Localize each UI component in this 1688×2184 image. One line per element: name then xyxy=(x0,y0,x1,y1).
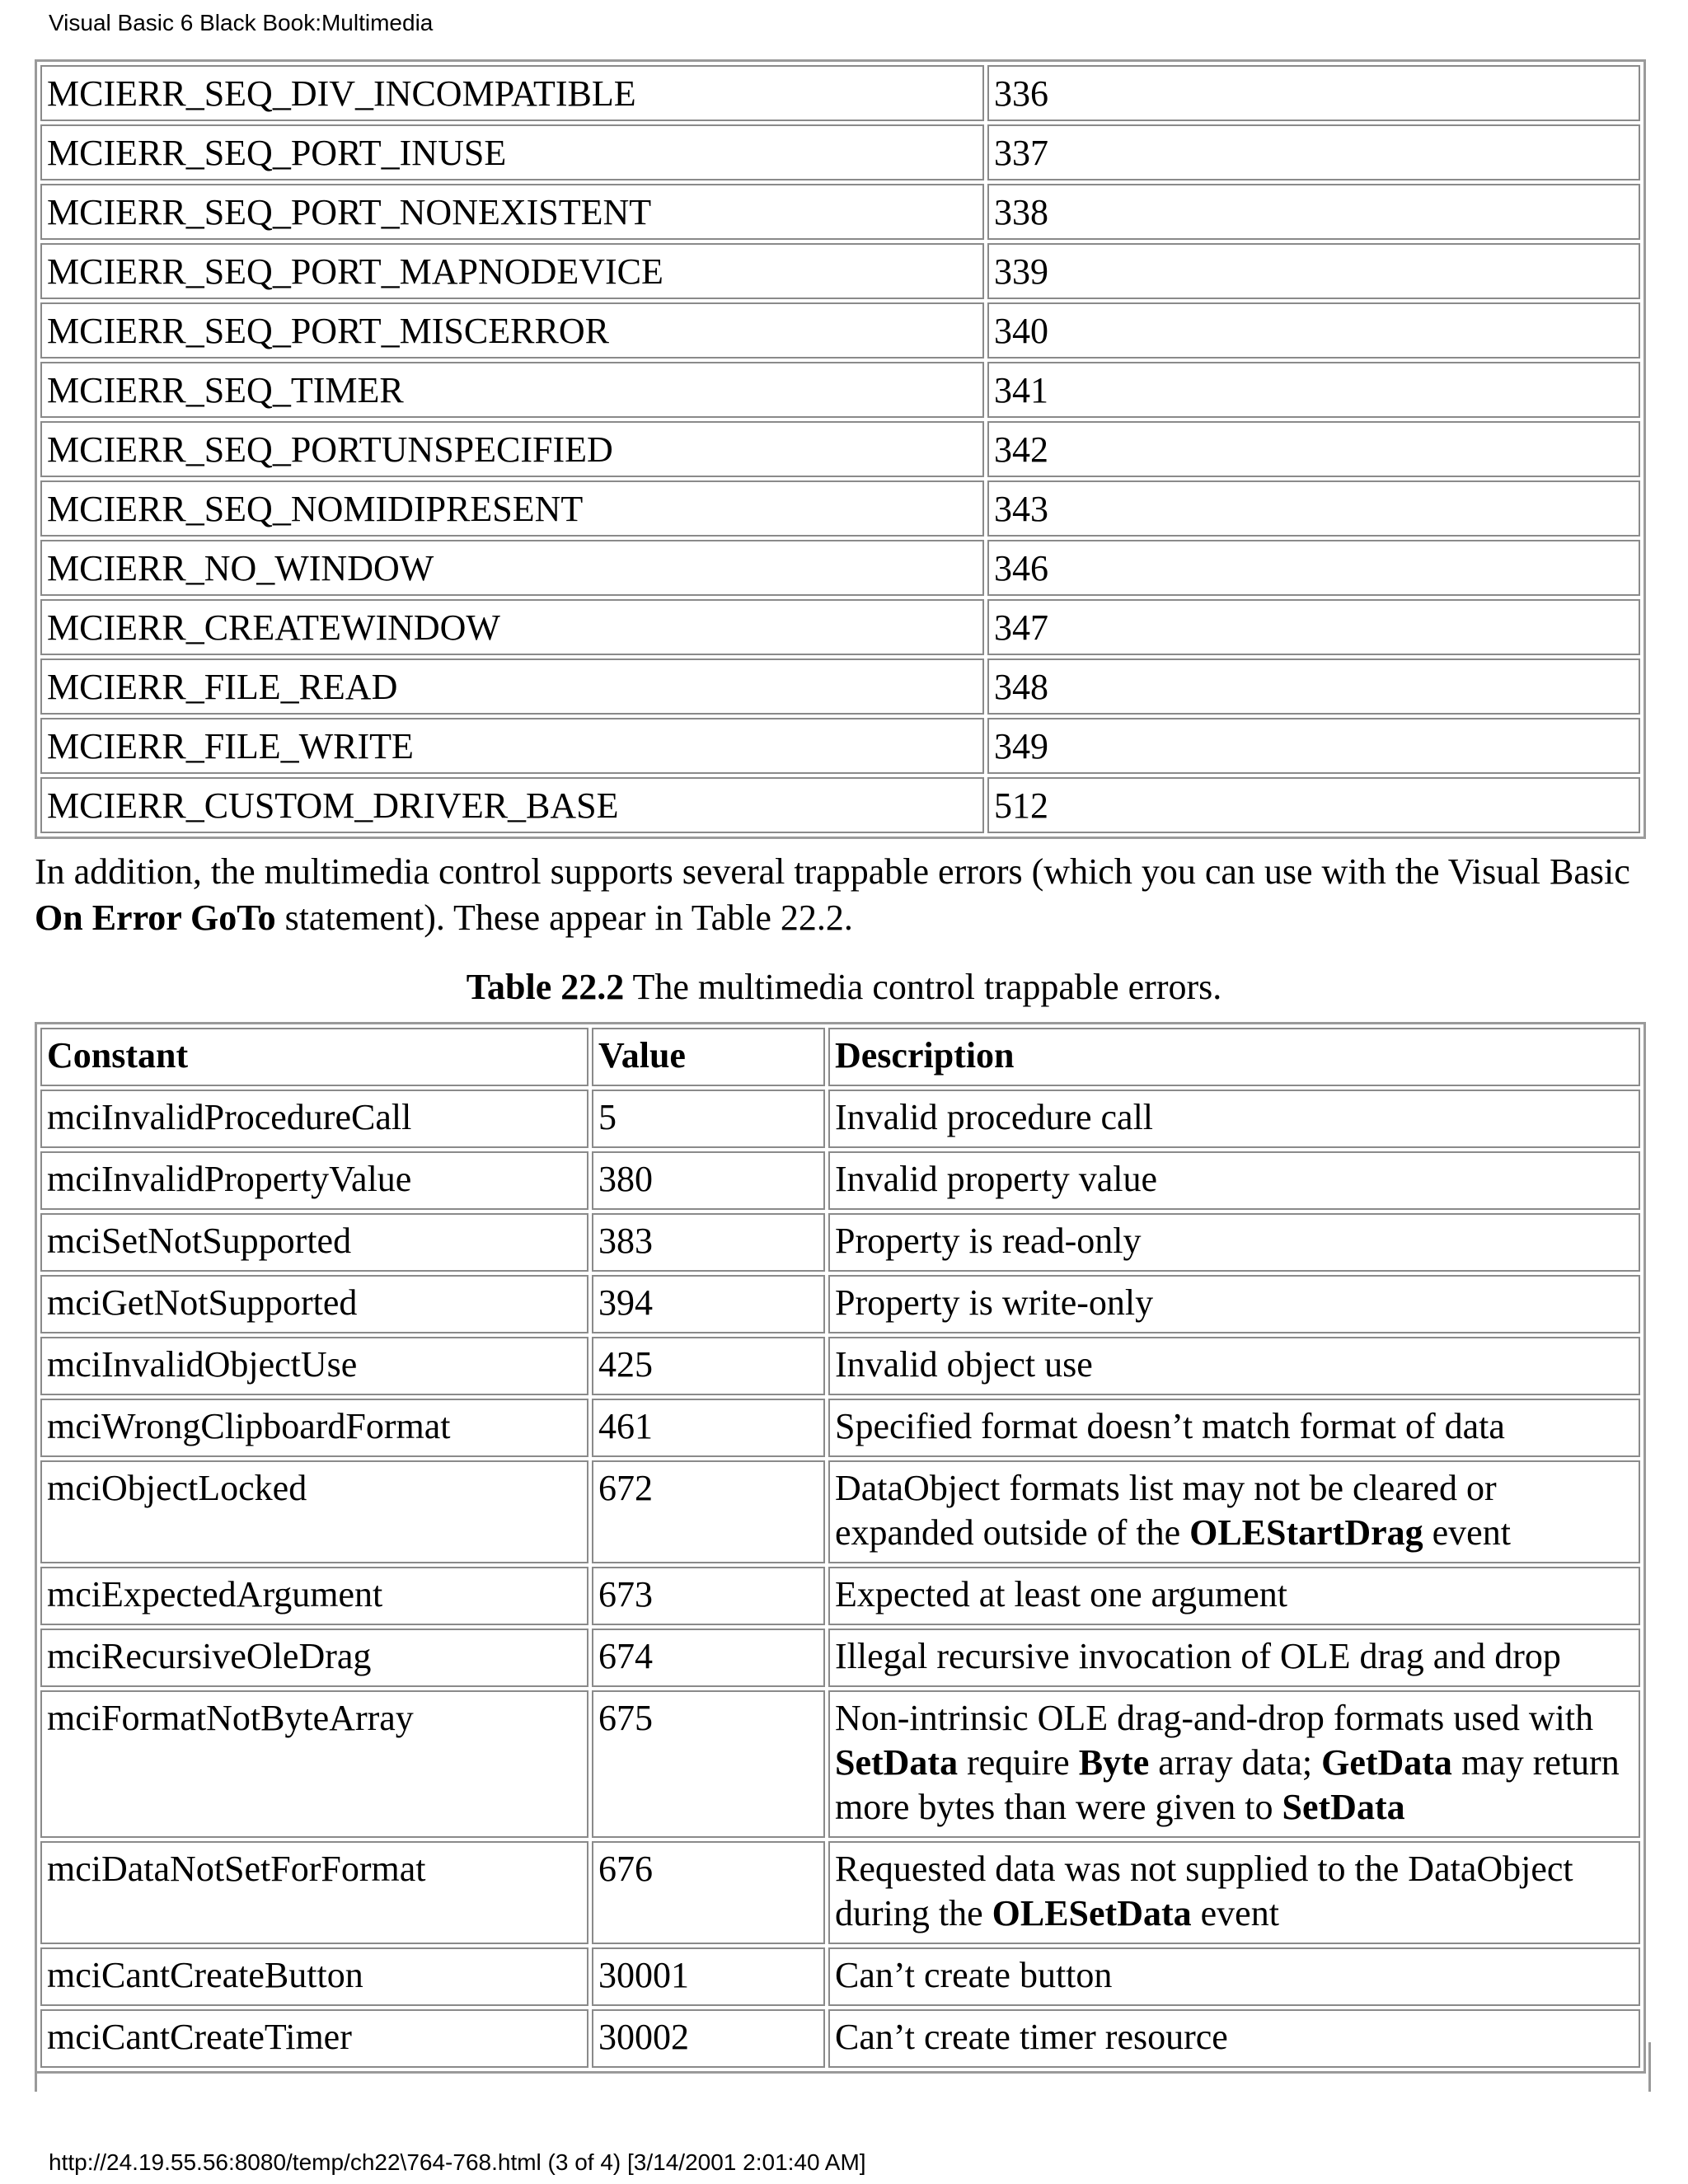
header-value xyxy=(592,1028,825,1086)
constant-cell: mciInvalidObjectUse xyxy=(40,1337,588,1395)
header-constant xyxy=(40,1028,588,1086)
table-row xyxy=(40,718,1640,774)
header-description-text: Description xyxy=(835,1035,1015,1076)
description-cell xyxy=(828,1460,1640,1563)
value-cell: 349 xyxy=(987,718,1640,774)
value-cell: 383 xyxy=(592,1213,825,1272)
value-cell: 340 xyxy=(987,302,1640,359)
description-text: array data; xyxy=(1149,1742,1322,1783)
description-cell: Property is read-only xyxy=(828,1213,1640,1272)
value-cell: 341 xyxy=(987,362,1640,418)
table-frame-continuation xyxy=(35,2042,1651,2092)
description-text: DataObject formats list may not be cleared or expanded outside of the xyxy=(835,1468,1497,1553)
constant-cell: MCIERR_FILE_WRITE xyxy=(40,718,984,774)
table-row xyxy=(40,1213,1640,1272)
value-cell: 5 xyxy=(592,1090,825,1148)
constant-cell: mciInvalidPropertyValue xyxy=(40,1151,588,1210)
description-text: require xyxy=(958,1742,1079,1783)
constant-cell: MCIERR_SEQ_PORT_MAPNODEVICE xyxy=(40,243,984,299)
table-row xyxy=(40,184,1640,240)
value-cell: 343 xyxy=(987,480,1640,537)
description-cell: Expected at least one argument xyxy=(828,1567,1640,1625)
description-cell: Can’t create timer resource xyxy=(828,2009,1640,2068)
page-header: Visual Basic 6 Black Book:Multimedia xyxy=(49,10,434,35)
description-bold-text: SetData xyxy=(1282,1787,1405,1827)
constant-cell: mciCantCreateTimer xyxy=(40,2009,588,2068)
table-caption xyxy=(0,964,1688,1010)
description-bold-text: SetData xyxy=(835,1742,959,1783)
description-bold-text: OLESetData xyxy=(992,1893,1192,1933)
description-cell xyxy=(828,1841,1640,1944)
paragraph-bold-text: On Error GoTo xyxy=(35,898,276,938)
table-caption-label: Table 22.2 xyxy=(466,967,625,1007)
table-row xyxy=(40,1567,1640,1625)
description-bold-text: GetData xyxy=(1321,1742,1452,1783)
description-text: event xyxy=(1423,1512,1511,1553)
constant-cell: MCIERR_CREATEWINDOW xyxy=(40,599,984,655)
value-cell: 674 xyxy=(592,1629,825,1687)
table-row xyxy=(40,777,1640,833)
constant-cell: MCIERR_SEQ_PORT_MISCERROR xyxy=(40,302,984,359)
paragraph-text: statement). These appear in Table 22.2. xyxy=(275,898,853,938)
table-row xyxy=(40,124,1640,180)
trappable-errors-table xyxy=(35,1022,1646,2074)
table-caption-text: The multimedia control trappable errors. xyxy=(624,967,1222,1007)
value-cell: 425 xyxy=(592,1337,825,1395)
value-cell: 348 xyxy=(987,658,1640,715)
table-header-row xyxy=(40,1028,1640,1086)
value-cell: 30001 xyxy=(592,1947,825,2006)
value-cell: 672 xyxy=(592,1460,825,1563)
constant-cell: mciGetNotSupported xyxy=(40,1275,588,1333)
constant-cell: mciExpectedArgument xyxy=(40,1567,588,1625)
description-text: Requested data was not supplied to the DataObject during the xyxy=(835,1849,1573,1933)
table-row xyxy=(40,65,1640,121)
value-cell: 675 xyxy=(592,1690,825,1838)
table-row xyxy=(40,1337,1640,1395)
constant-cell: MCIERR_NO_WINDOW xyxy=(40,540,984,596)
description-cell: Invalid procedure call xyxy=(828,1090,1640,1148)
constant-cell: mciInvalidProcedureCall xyxy=(40,1090,588,1148)
description-cell: Specified format doesn’t match format of data xyxy=(828,1399,1640,1457)
description-text: event xyxy=(1191,1893,1279,1933)
table-row xyxy=(40,658,1640,715)
description-cell xyxy=(828,1690,1640,1838)
constant-cell: mciDataNotSetForFormat xyxy=(40,1841,588,1944)
table-row xyxy=(40,1275,1640,1333)
table-row xyxy=(40,1841,1640,1944)
constant-cell: MCIERR_SEQ_PORTUNSPECIFIED xyxy=(40,421,984,477)
description-cell: Illegal recursive invocation of OLE drag and drop xyxy=(828,1629,1640,1687)
constant-cell: MCIERR_SEQ_PORT_NONEXISTENT xyxy=(40,184,984,240)
body-paragraph xyxy=(35,849,1650,941)
constant-cell: mciRecursiveOleDrag xyxy=(40,1629,588,1687)
value-cell: 337 xyxy=(987,124,1640,180)
table-row xyxy=(40,1151,1640,1210)
paragraph-text: In addition, the multimedia control supports several trappable errors (which you can use with the Visual Basic xyxy=(35,851,1630,892)
value-cell: 30002 xyxy=(592,2009,825,2068)
table-row xyxy=(40,1399,1640,1457)
description-cell: Property is write-only xyxy=(828,1275,1640,1333)
description-cell: Can’t create button xyxy=(828,1947,1640,2006)
constant-cell: MCIERR_SEQ_DIV_INCOMPATIBLE xyxy=(40,65,984,121)
value-cell: 380 xyxy=(592,1151,825,1210)
value-cell: 676 xyxy=(592,1841,825,1944)
value-cell: 336 xyxy=(987,65,1640,121)
value-cell: 347 xyxy=(987,599,1640,655)
value-cell: 339 xyxy=(987,243,1640,299)
table-row xyxy=(40,599,1640,655)
header-constant-text: Constant xyxy=(47,1035,189,1076)
table-row xyxy=(40,1460,1640,1563)
value-cell: 342 xyxy=(987,421,1640,477)
constant-cell: mciObjectLocked xyxy=(40,1460,588,1563)
constant-cell: mciFormatNotByteArray xyxy=(40,1690,588,1838)
value-cell: 346 xyxy=(987,540,1640,596)
header-value-text: Value xyxy=(598,1035,686,1076)
table-row xyxy=(40,302,1640,359)
constant-cell: mciWrongClipboardFormat xyxy=(40,1399,588,1457)
table-row xyxy=(40,421,1640,477)
table-row xyxy=(40,1947,1640,2006)
description-cell: Invalid property value xyxy=(828,1151,1640,1210)
table-row xyxy=(40,243,1640,299)
table-row xyxy=(40,1090,1640,1148)
value-cell: 673 xyxy=(592,1567,825,1625)
constant-cell: mciCantCreateButton xyxy=(40,1947,588,2006)
description-bold-text: Byte xyxy=(1078,1742,1150,1783)
constant-cell: MCIERR_SEQ_PORT_INUSE xyxy=(40,124,984,180)
table-row xyxy=(40,1629,1640,1687)
description-text: may return more bytes than were given to xyxy=(835,1742,1620,1827)
constant-cell: MCIERR_CUSTOM_DRIVER_BASE xyxy=(40,777,984,833)
value-cell: 461 xyxy=(592,1399,825,1457)
constant-cell: MCIERR_FILE_READ xyxy=(40,658,984,715)
table-row xyxy=(40,540,1640,596)
header-description xyxy=(828,1028,1640,1086)
value-cell: 338 xyxy=(987,184,1640,240)
constant-cell: MCIERR_SEQ_TIMER xyxy=(40,362,984,418)
constant-cell: MCIERR_SEQ_NOMIDIPRESENT xyxy=(40,480,984,537)
page-footer: http://24.19.55.56:8080/temp/ch22\764-768.html (3 of 4) [3/14/2001 2:01:40 AM] xyxy=(49,2149,866,2175)
description-bold-text: OLEStartDrag xyxy=(1189,1512,1423,1553)
table-row xyxy=(40,1690,1640,1838)
error-code-table xyxy=(35,59,1646,839)
description-cell: Invalid object use xyxy=(828,1337,1640,1395)
table-row xyxy=(40,362,1640,418)
value-cell: 512 xyxy=(987,777,1640,833)
constant-cell: mciSetNotSupported xyxy=(40,1213,588,1272)
description-text: Non-intrinsic OLE drag-and-drop formats used with xyxy=(835,1698,1594,1738)
value-cell: 394 xyxy=(592,1275,825,1333)
table-row xyxy=(40,480,1640,537)
